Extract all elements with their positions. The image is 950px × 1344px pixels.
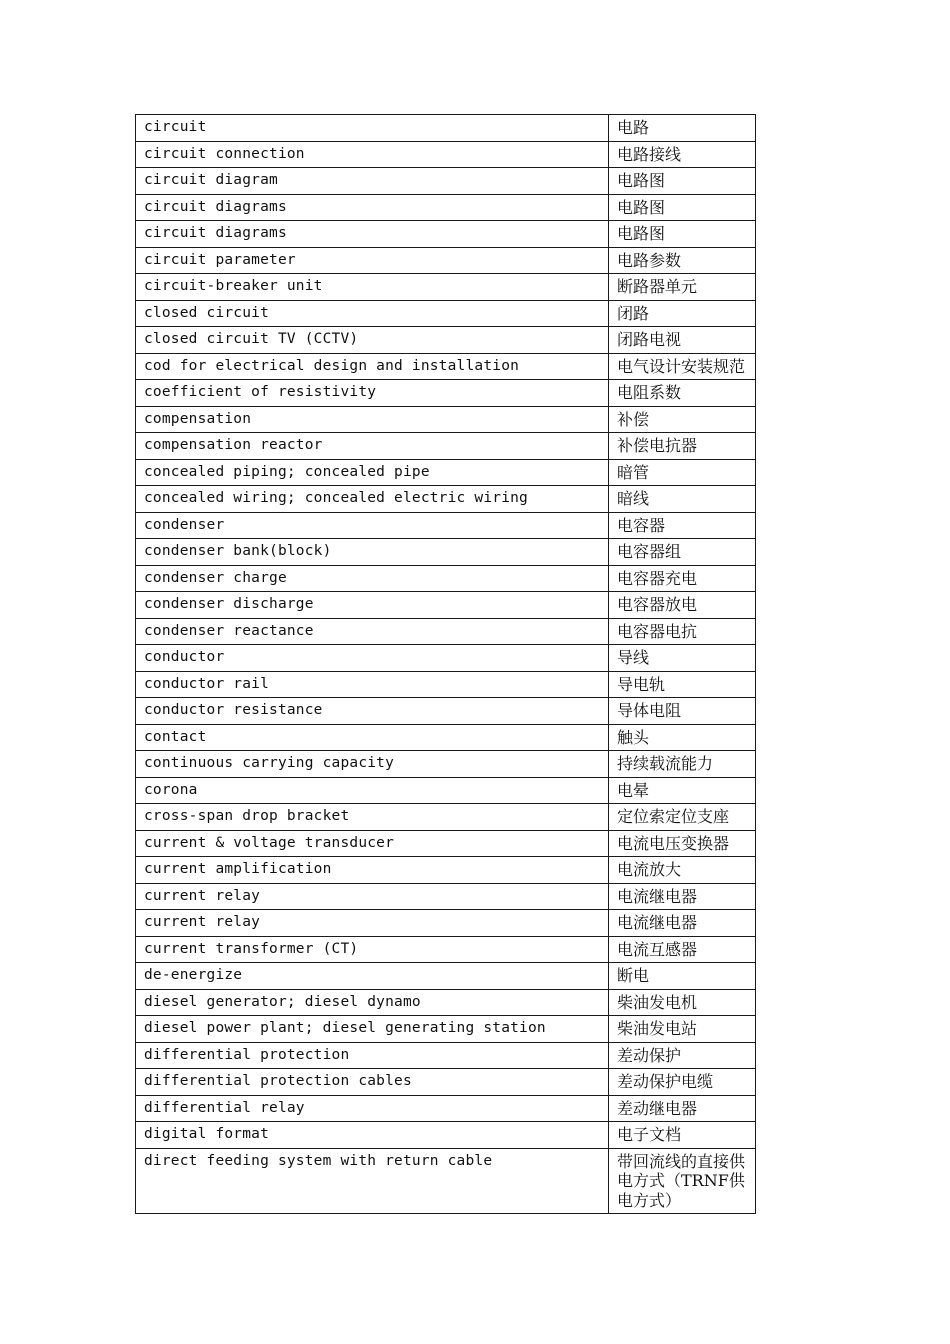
table-row (136, 194, 756, 221)
chinese-term: 电流电压变换器 (609, 830, 756, 857)
english-term: condenser (136, 512, 609, 539)
chinese-term: 电流互感器 (609, 936, 756, 963)
chinese-term: 电气设计安装规范 (609, 353, 756, 380)
chinese-term: 电阻系数 (609, 380, 756, 407)
chinese-term: 导电轨 (609, 671, 756, 698)
english-term: current transformer (CT) (136, 936, 609, 963)
table-row (136, 300, 756, 327)
english-term: compensation (136, 406, 609, 433)
english-term: conductor rail (136, 671, 609, 698)
table-row (136, 141, 756, 168)
english-term: differential relay (136, 1095, 609, 1122)
chinese-term: 电容器放电 (609, 592, 756, 619)
chinese-term: 电容器 (609, 512, 756, 539)
table-row (136, 168, 756, 195)
english-term: conductor resistance (136, 698, 609, 725)
english-term: condenser discharge (136, 592, 609, 619)
table-row (136, 1148, 756, 1214)
table-row (136, 406, 756, 433)
table-row (136, 1122, 756, 1149)
english-term: current amplification (136, 857, 609, 884)
english-term: corona (136, 777, 609, 804)
chinese-term: 电容器组 (609, 539, 756, 566)
chinese-term: 电路图 (609, 168, 756, 195)
table-row (136, 486, 756, 513)
table-row (136, 380, 756, 407)
chinese-term: 电流继电器 (609, 883, 756, 910)
chinese-term: 带回流线的直接供电方式（TRNF供电方式） (609, 1148, 756, 1214)
chinese-term: 电路图 (609, 194, 756, 221)
table-row (136, 724, 756, 751)
chinese-term: 补偿电抗器 (609, 433, 756, 460)
chinese-term: 断路器单元 (609, 274, 756, 301)
english-term: differential protection (136, 1042, 609, 1069)
table-row (136, 671, 756, 698)
table-row (136, 804, 756, 831)
chinese-term: 导线 (609, 645, 756, 672)
english-term: circuit connection (136, 141, 609, 168)
english-term: current & voltage transducer (136, 830, 609, 857)
chinese-term: 触头 (609, 724, 756, 751)
table-row (136, 910, 756, 937)
table-row (136, 592, 756, 619)
chinese-term: 电流继电器 (609, 910, 756, 937)
chinese-term: 差动保护 (609, 1042, 756, 1069)
table-row (136, 1042, 756, 1069)
table-row (136, 830, 756, 857)
english-term: circuit parameter (136, 247, 609, 274)
table-row (136, 989, 756, 1016)
english-term: circuit (136, 115, 609, 142)
chinese-term: 柴油发电站 (609, 1016, 756, 1043)
table-row (136, 459, 756, 486)
chinese-term: 持续载流能力 (609, 751, 756, 778)
table-row (136, 1095, 756, 1122)
english-term: condenser reactance (136, 618, 609, 645)
chinese-term: 差动保护电缆 (609, 1069, 756, 1096)
table-row (136, 883, 756, 910)
english-term: closed circuit TV (CCTV) (136, 327, 609, 354)
table-row (136, 936, 756, 963)
chinese-term: 补偿 (609, 406, 756, 433)
english-term: diesel generator; diesel dynamo (136, 989, 609, 1016)
chinese-term: 电容器电抗 (609, 618, 756, 645)
english-term: conductor (136, 645, 609, 672)
chinese-term: 闭路电视 (609, 327, 756, 354)
english-term: differential protection cables (136, 1069, 609, 1096)
english-term: cod for electrical design and installation (136, 353, 609, 380)
chinese-term: 电路 (609, 115, 756, 142)
chinese-term: 电流放大 (609, 857, 756, 884)
english-term: direct feeding system with return cable (136, 1148, 609, 1214)
chinese-term: 电容器充电 (609, 565, 756, 592)
table-row (136, 327, 756, 354)
chinese-term: 电子文档 (609, 1122, 756, 1149)
table-row (136, 433, 756, 460)
chinese-term: 暗管 (609, 459, 756, 486)
english-term: circuit diagrams (136, 221, 609, 248)
english-term: coefficient of resistivity (136, 380, 609, 407)
english-term: cross-span drop bracket (136, 804, 609, 831)
english-term: continuous carrying capacity (136, 751, 609, 778)
table-row (136, 353, 756, 380)
english-term: condenser charge (136, 565, 609, 592)
english-term: compensation reactor (136, 433, 609, 460)
english-term: condenser bank(block) (136, 539, 609, 566)
table-row (136, 963, 756, 990)
table-row (136, 698, 756, 725)
english-term: de-energize (136, 963, 609, 990)
english-term: circuit-breaker unit (136, 274, 609, 301)
english-term: circuit diagram (136, 168, 609, 195)
english-term: closed circuit (136, 300, 609, 327)
chinese-term: 闭路 (609, 300, 756, 327)
table-row (136, 221, 756, 248)
chinese-term: 电路图 (609, 221, 756, 248)
table-row (136, 618, 756, 645)
english-term: digital format (136, 1122, 609, 1149)
chinese-term: 导体电阻 (609, 698, 756, 725)
chinese-term: 电晕 (609, 777, 756, 804)
table-row (136, 857, 756, 884)
glossary-body (136, 115, 756, 1214)
english-term: diesel power plant; diesel generating station (136, 1016, 609, 1043)
table-row (136, 777, 756, 804)
table-row (136, 645, 756, 672)
table-row (136, 1016, 756, 1043)
english-term: concealed piping; concealed pipe (136, 459, 609, 486)
chinese-term: 暗线 (609, 486, 756, 513)
table-row (136, 1069, 756, 1096)
chinese-term: 电路接线 (609, 141, 756, 168)
chinese-term: 电路参数 (609, 247, 756, 274)
table-row (136, 751, 756, 778)
table-row (136, 539, 756, 566)
table-row (136, 115, 756, 142)
chinese-term: 差动继电器 (609, 1095, 756, 1122)
english-term: concealed wiring; concealed electric wiring (136, 486, 609, 513)
english-term: circuit diagrams (136, 194, 609, 221)
chinese-term: 断电 (609, 963, 756, 990)
glossary-table (135, 114, 756, 1214)
table-row (136, 565, 756, 592)
chinese-term: 柴油发电机 (609, 989, 756, 1016)
english-term: current relay (136, 883, 609, 910)
table-row (136, 247, 756, 274)
chinese-term: 定位索定位支座 (609, 804, 756, 831)
table-row (136, 512, 756, 539)
table-row (136, 274, 756, 301)
english-term: contact (136, 724, 609, 751)
english-term: current relay (136, 910, 609, 937)
